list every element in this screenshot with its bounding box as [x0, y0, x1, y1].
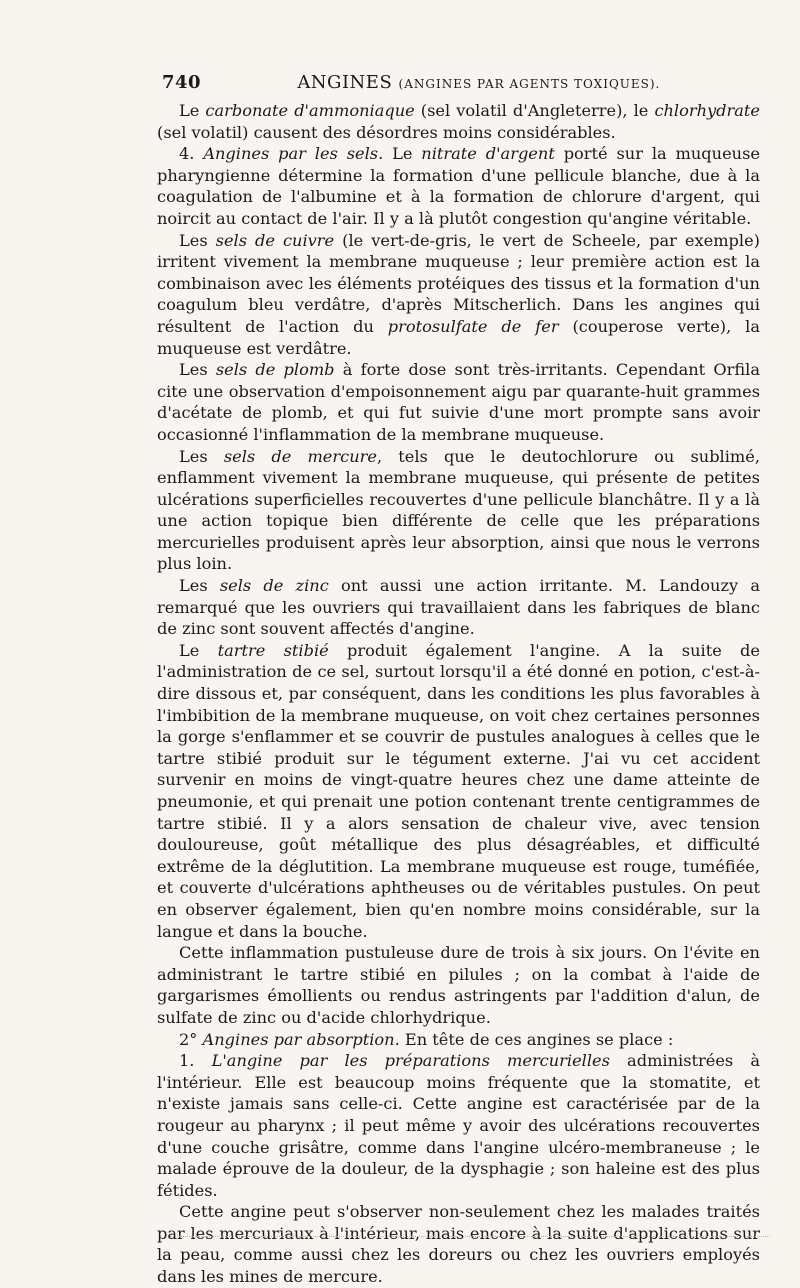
paragraph: Cette angine peut s'observer non-seulement chez les malades traités par les mercuriaux à l'intérieur, mais encore à la suite d'applications sur la peau, comme aussi chez les doreurs ou chez les ouvriers employés dans les mines de mercure.	[157, 1202, 760, 1287]
bottom-rule	[170, 1236, 770, 1237]
paragraph: Les sels de mercure, tels que le deutochlorure ou sublimé, enflamment vivement la membrane muqueuse, qui présente de petites ulcérations superficielles recouvertes d'une pellicule blanchâtre. Il y a là une action topique bien différente de celle que les préparations mercurielles produisent après leur absorption, ainsi que nous le verrons plus loin.	[157, 446, 760, 574]
body-text	[157, 100, 760, 1288]
section-heading: 2° Angines par absorption. En tête de ces angines se place :	[179, 1029, 674, 1049]
page-number: 740	[162, 72, 202, 93]
paragraph: Les sels de cuivre (le vert-de-gris, le vert de Scheele, par exemple) irritent vivement la membrane muqueuse ; leur première action est la combinaison avec les éléments protéiques des tissus et la formation d'un coagulum bleu verdâtre, d'après Mitscherlich. Dans les angines qui résultent de l'action du protosulfate de fer (couperose verte), la muqueuse est verdâtre.	[157, 230, 760, 358]
header-title: ANGINES	[297, 72, 393, 93]
paragraph: Cette inflammation pustuleuse dure de trois à six jours. On l'évite en administrant le tartre stibié en pilules ; on la combat à l'aide de gargarismes émollients ou rendus astringents par l'addition d'alun, de sulfate de zinc ou d'acide chlorhydrique.	[157, 943, 760, 1027]
header-subtitle: (ANGINES PAR AGENTS TOXIQUES).	[398, 77, 661, 91]
paragraph: Les sels de plomb à forte dose sont très-irritants. Cependant Orfila cite une observation d'empoisonnement aigu par quarante-huit grammes d'acétate de plomb, et qui fut suivie d'une mort prompte sans avoir occasionné l'inflammation de la membrane muqueuse.	[157, 360, 760, 444]
paragraph: Le tartre stibié produit également l'angine. A la suite de l'administration de ce sel, surtout lorsqu'il a été donné en potion, c'est-à-dire dissous et, par conséquent, dans les conditions les plus favorables à l'imbibition de la membrane muqueuse, on voit chez certaines personnes la gorge s'enflammer et se couvrir de pustules analogues à celles que le tartre stibié produit sur le tégument externe. J'ai vu cet accident survenir en moins de vingt-quatre heures chez une dame atteinte de pneumonie, et qui prenait une potion contenant trente centigrammes de tartre stibié. Il y a alors sensation de chaleur vive, avec tension douloureuse, goût métallique des plus désagréables, et difficulté extrême de la déglutition. La membrane muqueuse est rouge, tuméfiée, et couverte d'ulcérations aphtheuses ou de véritables pustules. On peut en observer également, bien qu'en nombre moins considérable, sur la langue et dans la bouche.	[157, 640, 760, 941]
paragraph: 1. L'angine par les préparations mercurielles administrées à l'intérieur. Elle est beaucoup moins fréquente que la stomatite, et n'existe jamais sans celle-ci. Cette angine est caractérisée par de la rougeur au pharynx ; il peut même y avoir des ulcérations recouvertes d'une couche grisâtre, comme dans l'angine ulcéro-membraneuse ; le malade éprouve de la douleur, de la dysphagie ; son haleine est des plus fétides.	[157, 1051, 761, 1200]
paragraph: Les sels de zinc ont aussi une action irritante. M. Landouzy a remarqué que les ouvriers qui travaillaient dans les fabriques de blanc de zinc sont souvent affectés d'angine.	[157, 576, 760, 639]
running-header	[162, 72, 762, 95]
paragraph: 4. Angines par les sels. Le nitrate d'argent porté sur la muqueuse pharyngienne détermine la formation d'une pellicule blanche, due à la coagulation de l'albumine et à la formation de chlorure d'argent, qui noircit au contact de l'air. Il y a là plutôt congestion qu'angine véritable.	[157, 144, 760, 228]
paragraph: Le carbonate d'ammoniaque (sel volatil d'Angleterre), le chlorhydrate (sel volatil) causent des désordres moins considérables.	[157, 101, 760, 142]
